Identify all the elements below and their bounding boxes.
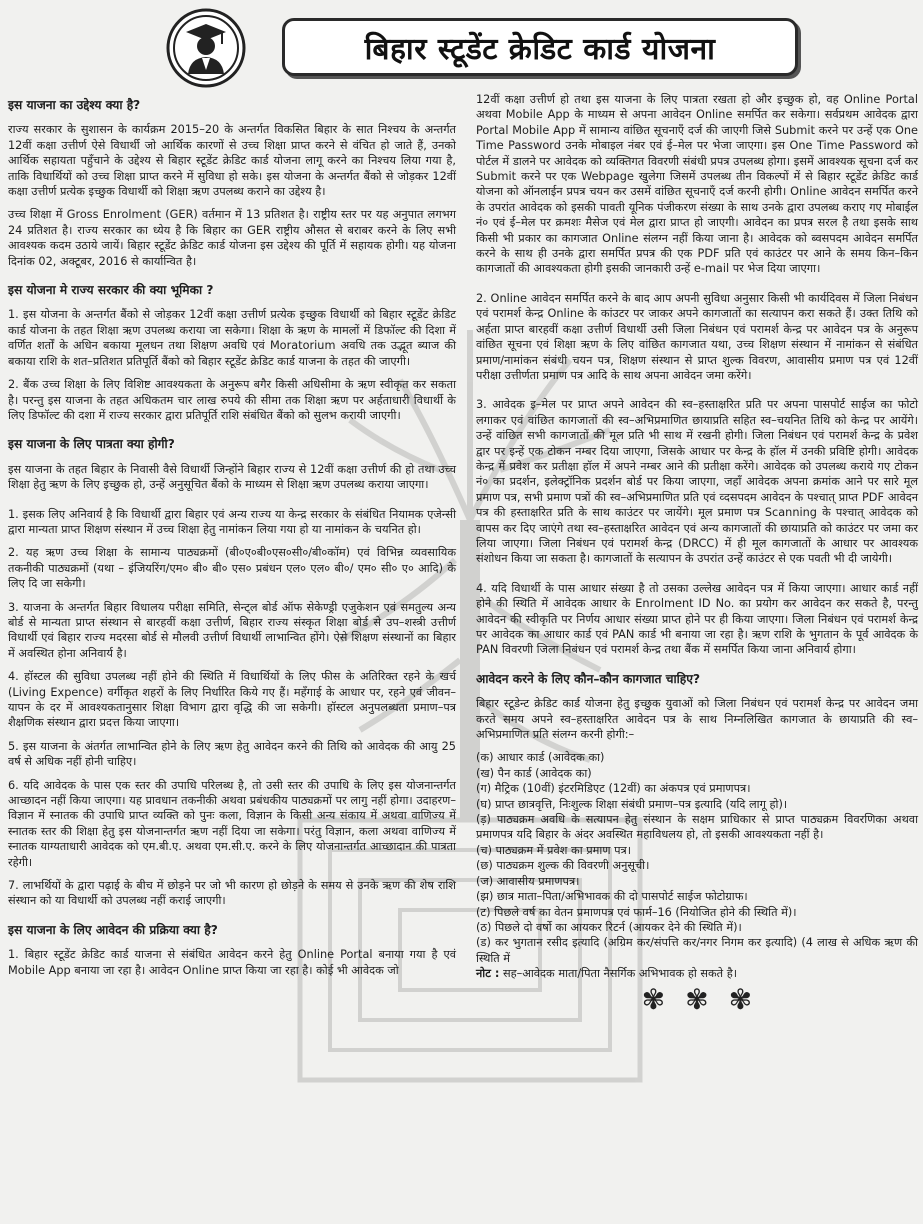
page-title: बिहार स्टूडेंट क्रेडिट कार्ड योजना (364, 31, 716, 67)
section-heading-objective: इस याजना का उद्देश्य क्या है? (8, 98, 141, 112)
flower-icon: ✾ (728, 982, 753, 1016)
decorative-stars (476, 982, 918, 1016)
right-column (476, 92, 918, 1016)
paragraph: 3. याजना के अन्तर्गत बिहार विधालय परीक्षा समिति, सेन्ट्ल बोर्ड ऑफ सेकेण्ड्री एजुकेशन एवं समतुल्य अन्य बोर्ड से मान्यता प्राप्त संस्थान से बारहवीं कक्षा उत्तीर्ण, बिहार राज्य संस्कृत शिक्षा बोर्ड से उप–शस्त्री उत्तीर्ण विधार्थी एवं बिहार राज्य मदरसा बोर्ड से मौलवी उत्तीर्ण विधार्थी लाभान्वित होंगे। ऐसे शिक्षण संस्थानों का बिहार में अवस्थित होना अनिवार्य है। (8, 600, 456, 660)
list-item: (छ) पाठ्यक्रम शुल्क की विवरणी अनुसूची। (476, 859, 650, 873)
list-item: (ड) कर भुगतान रसीद इत्यादि (अग्रिम कर/संपत्ति कर/नगर निगम कर इत्यादि) (4 लाख से अधिक ऋण की स्थिति में (476, 936, 918, 965)
paragraph: राज्य सरकार के सुशासन के कार्यक्रम 2015–20 के अन्तर्गत विकसित बिहार के सात निश्चय के अन्तर्गत 12वीं कक्षा उत्तीर्ण ऐसे विधार्थी जो आर्थिक कारणों से उच्च शिक्षा प्राप्त करने से वंचित हो जाते हैं, उनको आर्थिक सहायता पहुँचाने के उद्देश्य से बिहार स्टूडेंट क्रेडिट कार्ड योजना लागू करने का निश्चय लिया गया है, ताकि विधार्थियों को उच्च शिक्षा प्राप्त करने में सुविधा हो सके। इस योजना के अन्तर्गत बैंको से जोड़कर 12वीं कक्षा उत्तीर्ण प्रत्येक इच्छुक विधार्थी को शिक्षा ऋण उपलब्ध कराने का उद्देश्य है। (8, 123, 456, 199)
paragraph: 2. बैंक उच्च शिक्षा के लिए विशिष्ट आवश्यकता के अनुरूप बगैर किसी अधिसीमा के ऋण स्वीकृत कर सकता है। परन्तु इस याजना के तहत अधिकतम चार लाख रुपये की सीमा तक शिक्षा ऋण पर अर्हताधारी विधार्थी के लिए डिफॉल्ट की दशा में राज्य सरकार द्वारा प्रतिपूर्ति राशि संबंधित बैंको को सुलभ करायी जाएगी। (8, 378, 456, 422)
paragraph: उच्च शिक्षा में Gross Enrolment (GER) वर्तमान में 13 प्रतिशत है। राष्ट्रीय स्तर पर यह अनुपात लगभग 24 प्रतिशत है। राज्य सरकार का ध्येय है कि बिहार का GER राष्ट्रीय औसत से बराबर करने के लिए सभी आवश्यक कदम उठाये जायें। बिहार स्टूडेंट क्रेडिट कार्ड योजना इस उद्देश्य की पूर्ति में सहायक होगी। यह योजना दिनांक 02, अक्टूबर, 2016 से कार्यान्वित है। (8, 208, 456, 268)
section-heading-documents: आवेदन करने के लिए कौन–कौन कागजात चाहिए? (476, 671, 701, 686)
paragraph: 12वीं कक्षा उत्तीर्ण हो तथा इस याजना के लिए पात्रता रखता हो और इच्छुक हो, वह Online Portal अथवा Mobile App के माध्यम से अपना आवेदन Online समर्पित कर सकेगा। सर्वप्रथम आवेदक द्वारा Portal Mobile App में सामान्य वांछित सूचनाएँ दर्ज की जाएगी जिसे Submit करने पर उन्हें एक One Time Password उनके मोबाइल नंबर एवं ई–मेल पर भेजा जाएगा। इस One Time Password को पोर्टल में डालने पर आवेदक को व्यक्तिगत विवरणी संबंधी प्रपत्र उपलब्ध होगा। इसमें आवश्यक सूचना दर्ज कर Submit करने पर एक Webpage खुलेगा जिसमें उपलब्ध तीन विकल्पों में से बिहार स्टूडेंट क्रेडिट कार्ड योजना को ऑनलाईन प्रपत्र चयन कर उसमें वांछित सूचनाएँ दर्ज करनी होगी। Online आवेदन समर्पित करने के उपरांत आवेदक को इसकी पावती यूनिक पंजीकरण संख्या के साथ उनके द्वारा उपलब्ध कराए गए मोबाईल नं० एवं ई–मेल पर क्रमशः मैसेज एवं मेल द्वारा प्राप्त हो जाएगी। आवेदन का प्रपत्र सरल है तथा इसके साथ किसी भी प्रकार का कागजात Online संलग्न नहीं किया जाना है। आवेदक को ब्वसपदम आवेदन समर्पित करने के साथ ही उनके द्वारा समर्पित प्रपत्र की एक PDF प्रति एवं काउंटर पर आने के समय किन–किन कागजातों की आवश्यकता होगी इसकी जानकारी उन्हें e-mail पर भेज दिया जाएगा। (476, 93, 918, 276)
paragraph: 2. यह ऋण उच्च शिक्षा के सामान्य पाठ्यक्रमों (बी०ए०बी०एस०सी०/बी०कॉम) एवं विभिन्न व्यवसायिक तकनीकी पाठ्यक्रमों (यथा – इंजियरिंग/एम० बी० बी० एस० प्रबंधन एल० एल० बी०/ एम० सी० ए० आदि) के लिए दि जा सकेगी। (8, 546, 456, 591)
paragraph: 3. आवेदक इ–मेल पर प्राप्त अपने आवेदन की स्व–हस्ताक्षरित प्रति पर अपना पासपोर्ट साईज का फोटो लगाकर एवं वांछित कागजातों की स्व–अभिप्रमाणित छायाप्रति सहित स्व–चयनित तिथि को केन्द्र पर आयेंगे। उन्हें वांछित सभी कागजातों की मूल प्रति भी साथ में रखनी होगी। जिला निबंधन एवं परामर्श केन्द्र के प्रवेश द्वार पर इन्हें एक टोकन नम्बर दिया जाएगा, जिसके आधार पर केन्द्र के हॉल में उनकी प्रविष्टि होगी। आवेदक केन्द्र में प्रवेश कर प्रतीक्षा हॉल में अपने नम्बर आने की प्रतीक्षा करेंगे। आवेदक को उपलब्ध कराये गए टोकन नं० का प्रदर्शन, इलेक्ट्रॉनिक प्रदर्शन बोर्ड पर किया जाएगा, जहाँ आवेदक अपना क्रमांक आने पर सारे मूल प्रमाण पत्र, सभी प्रमाण पत्रों की स्व–अभिप्रमाणित प्रति एवं व्दसपदम आवेदन के पश्चात् प्राप्त PDF आवेदन पत्र की हस्ताक्षरित प्रति के साथ काउंटर पर जायेंगे। मूल प्रमाण पत्र Scanning के पश्चात् आवेदक को वापस कर दिए जाएंगे तथा स्व–हस्ताक्षरित आवेदन एवं अन्य कागजातों की छायाप्रति को काउंटर पर जमा कर लिया जाएगा। जिला निबंधन एवं परामर्श केन्द्र (DRCC) में ही मूल कागजातों के आधार पर आवश्यक संशोधन किया जा सकता है। कागजातों के सत्यापन के उपरांत उन्हें काउंटर से एक पवती भी दी जायेगी। (476, 398, 918, 566)
paragraph: 1. इसक लिए अनिवार्य है कि विधार्थी द्वारा बिहार एवं अन्य राज्य या केन्द्र सरकार के संबंधित नियामक एजेन्सी द्वारा मान्यता प्राप्त शिक्षण संस्थान में उच्च शिक्षा हेतु नामांकन लिया गया हो या नामांकन के चयनित हो। (8, 507, 456, 536)
section-heading-application-process: इस याजना के लिए आवेदन की प्रक्रिया क्या है? (8, 922, 218, 937)
note-text: सह–आवेदक माता/पिता नैसर्गिक अभिभावक हो सकते है। (502, 967, 737, 981)
list-item: (ज) आवासीय प्रमाणपत्र। (476, 874, 580, 888)
paragraph: इस याजना के तहत बिहार के निवासी वैसे विधार्थी जिन्होंने बिहार राज्य से 12वीं कक्षा उत्तीर्ण की हो तथा उच्च शिक्षा हेतु ऋण के लिए इच्छुक हो, उन्हें अनुसूचित बैंको के माध्यम से शिक्षा ऋण उपलब्ध कराया जाएगा। (8, 462, 456, 492)
paragraph: 5. इस याजना के अंतर्गत लाभान्वित होने के लिए ऋण हेतु आवेदन करने की तिथि को आवेदक की आयु 25 वर्ष से अधिक नहीं होनी चाहिए। (8, 739, 456, 769)
list-item: (क) आधार कार्ड (आवेदक का) (476, 751, 605, 765)
paragraph: 2. Online आवेदन समर्पित करने के बाद आप अपनी सुविधा अनुसार किसी भी कार्यदिवस में जिला निबंधन एवं परामर्श केन्द्र Online के कांउटर पर जाकर अपने कागजातों का सत्यापन करा सकते हैं। उक्त तिथि को अर्हता प्राप्त बारहवीं कक्षा उत्तीर्ण विधार्थी उसी जिला निबंधन एवं परामर्श केन्द्र पर आवेदन पत्र के अनुरूप वांछित सूचना एवं शिक्षा ऋण के लिए वांछित कागजात यथा, उच्च शिक्षण संस्थान में नामांकन से संबंधित प्रमाण/नामांकन संबंधी चयन पत्र, शिक्षण संस्थान से प्राप्त शुल्क विवरण, आवासीय प्रमाण पत्र एवं 12वीं परीक्षा उत्तीर्णता प्रमाण पत्र आदि के साथ अपना आवेदन जमा करेंगे। (476, 291, 918, 382)
flower-icon: ✾ (685, 982, 709, 1016)
paragraph: 1. बिहार स्टूडेंट क्रेडिट कार्ड याजना से संबंधित आवेदन करने हेतु Online Portal बनाया गया है एवं Mobile App बनाया जा रहा है। आवेदन Online प्राप्त किया जा रहा है। कोई भी आवेदक जो (8, 948, 456, 977)
header (0, 0, 923, 90)
paragraph: बिहार स्टूडेन्ट क्रेडिट कार्ड योजना हेतु इच्छुक युवाओं को जिला निबंधन एवं परामर्श केन्द्र पर आवेदन जमा करते समय अपने स्व–हस्ताक्षरित आवेदन पत्र के साथ निम्नलिखित कागजात के छायाप्रति की स्व–अभिप्रमाणित प्रति संलग्न करनी होगी:– (476, 697, 918, 742)
paragraph: 1. इस योजना के अन्तर्गत बैंको से जोड़कर 12वीं कक्षा उत्तीर्ण प्रत्येक इच्छुक विधार्थी को बिहार स्टूडेंट क्रेडिट कार्ड योजना के तहत शिक्षा ऋण उपलब्ध कराया जा सकेगा। शिक्षा के ऋण के मामलों में डिफॉल्ट की दिशा में वर्णित शर्तों के अधिन बकाया मूलधन तथा शिक्षण अवधि एवं Moratorium अवधि तक उद्भूत ब्याज की बकाया राशि के शत–प्रतिशत प्रतिपूर्ति बैंको को बिहार स्टूडेंट क्रेडिट कार्ड याजना के तहत की जाएगी। (8, 308, 456, 368)
documents-list (476, 750, 918, 966)
section-heading-eligibility: इस याजना के लिए पात्रता क्या होगी? (8, 437, 175, 452)
note-label: नोट : (476, 967, 500, 981)
list-item: (झ) छात्र माता–पिता/अभिभावक की दो पासपोर्ट साईज फोटोग्राफ। (476, 890, 748, 904)
title-banner (282, 18, 798, 76)
paragraph: 6. यदि आवेदक के पास एक स्तर की उपाधि परिलब्ध है, तो उसी स्तर की उपाधि के लिए इस योजनान्तर्गत आच्छादन नहीं किया जाएगा। यह प्रावधान तकनीकी अथवा प्रबंधकीय पाठ्यक्रमों पर लागु नहीं होगा। उदाहरण– विज्ञान में स्नातक की उपाधि प्राप्त व्यक्ति को पुनः कला, विज्ञान के किसी अन्य संकाय में अथवा वाणिज्य में स्नातक स्तर की शिक्षा हेतु इस योजनान्तर्गत ऋण नहीं दिया जा सकेगा। परंतु विज्ञान, कला अथवा वाणिज्य में स्नातक याग्यताधारी आवेदक को एम.बी.ए. अथवा एम.सी.ए. करने के लिए योजनान्तर्गत आच्छादान की पात्रता रहेगी। (8, 778, 456, 869)
list-item: (ठ) पिछले दो वर्षो का आयकर रिटर्न (आयकर देने की स्थिति में)। (476, 920, 742, 934)
list-item: (घ) प्राप्त छात्रवृत्ति, निःशुल्क शिक्षा संबंधी प्रमाण–पत्र इत्यादि (यदि लागू हो)। (476, 797, 788, 811)
graduate-icon (166, 8, 246, 88)
list-item: (ट) पिछले वर्ष का वेतन प्रमाणपत्र एवं फार्म–16 (नियोजित होने की स्थिति में)। (476, 905, 797, 919)
paragraph: 7. लाभर्थियों के द्वारा पढ़ाई के बीच में छोड़ने पर जो भी कारण हो छोड़ने के समय से उनके ऋण की शेष राशि संस्थान को या विधार्थी को उपलब्ध नहीं कराई जाएगी। (8, 879, 456, 908)
flower-icon: ✾ (641, 982, 666, 1016)
left-column (8, 92, 456, 986)
section-heading-govt-role: इस योजना मे राज्य सरकार की क्या भूमिका ? (8, 283, 214, 298)
paragraph: 4. यदि विधार्थी के पास आधार संख्या है तो उसका उल्लेख आवेदन पत्र में किया जाएगा। आधार कार्ड नहीं होने की स्थिति में आवेदक आधार के Enrolment ID No. का प्रयोग कर आवेदन कर सकते है, परन्तु आवेदन की स्वीकृति पर निर्णय आधार संख्या प्राप्त होने पर ही किया जाएगा। जिला निबंधन एवं परामर्श केन्द्र पर आवेदक का आधार कार्ड एवं PAN कार्ड भी बनाया जा रहा है। ऋण राशि के भुगतान के पूर्व आवेदक के PAN विवरणी जिला निबंधन एवं परामर्श केन्द्र तथा बैंक में समर्पित किया जाना अनिवार्य होगा। (476, 581, 918, 657)
list-item: (ग) मैट्रिक (10वीं) इंटरमिडिएट (12वीं) का अंकपत्र एवं प्रमाणपत्र। (476, 782, 751, 796)
list-item: (ख) पैन कार्ड (आवेदक का) (476, 766, 592, 780)
note (476, 966, 918, 981)
paragraph: 4. हॉस्टल की सुविधा उपलब्ध नहीं होने की स्थिति में विधार्थियों के लिए फीस के अतिरिक्त रहने के खर्च (Living Expence) वर्गीकृत शहरों के लिए निर्धारित किये गए हैं। महँगाई के आधार पर, रहने एवं जीवन–यापन के दर में आवश्यकतानुसार शिक्षा विभाग द्वारा वृद्धि की जा सकेगी। हॉस्टल अनुपलब्धता प्रमाण–पत्र शैक्षणिक संस्थान द्वारा प्रदत्त किया जाएगा। (8, 670, 456, 730)
list-item: (च) पाठ्यक्रम में प्रवेश का प्रमाण पत्र। (476, 843, 632, 857)
list-item: (ड़) पाठ्यक्रम अवधि के सत्यापन हेतु संस्थान के सक्षम प्राधिकार से प्राप्त पाठ्यक्रम विवरणिका अथवा प्रमाणपत्र यदि बिहार के अंदर अवस्थित महाविधलय हो, तो इसकी आवश्यकता नहीं है। (476, 813, 918, 842)
